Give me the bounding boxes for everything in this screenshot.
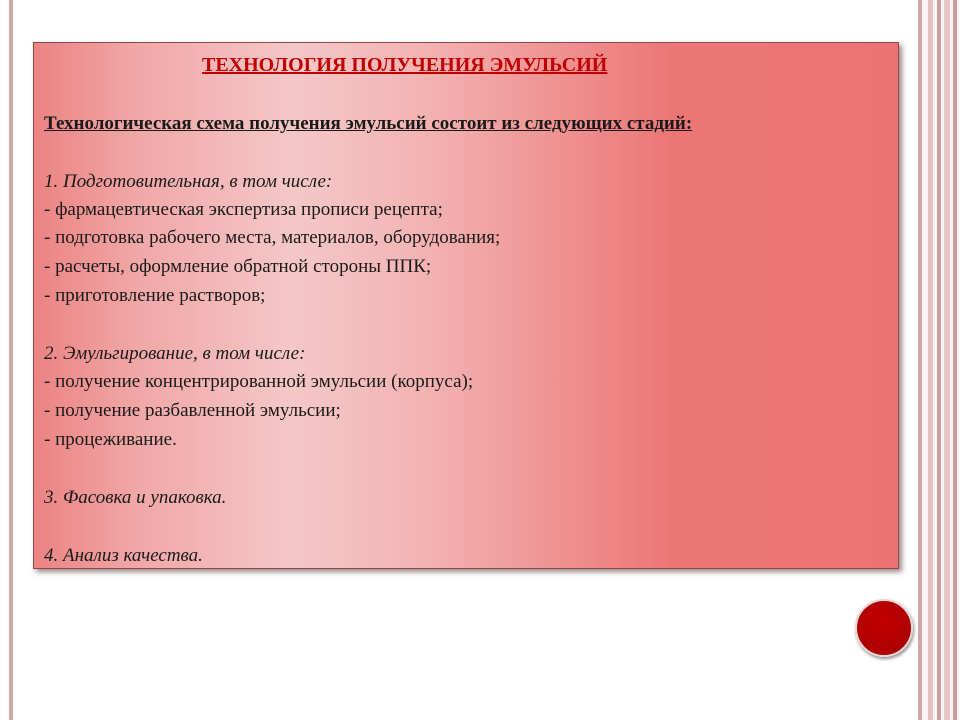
- stage-1-item: - расчеты, оформление обратной стороны ППК;: [44, 256, 432, 277]
- stage-1-item: - приготовление растворов;: [44, 285, 266, 306]
- stage-2-item: - получение концентрированной эмульсии (корпуса);: [44, 371, 474, 392]
- red-circle-decoration: [855, 599, 913, 657]
- band-strip: [953, 0, 957, 720]
- stage-1-item: - фармацевтическая экспертиза прописи рецепта;: [44, 199, 443, 220]
- slide-title: ТЕХНОЛОГИЯ ПОЛУЧЕНИЯ ЭМУЛЬСИЙ: [202, 54, 608, 76]
- stage-4-heading: 4. Анализ качества.: [44, 545, 203, 566]
- stage-1-item: - подготовка рабочего места, материалов, оборудования;: [44, 227, 501, 248]
- stage-2-item: - процеживание.: [44, 429, 177, 450]
- stage-2-item: - получение разбавленной эмульсии;: [44, 400, 341, 421]
- content-text-box: [33, 42, 899, 569]
- stage-3-heading: 3. Фасовка и упаковка.: [44, 487, 227, 508]
- lead-sentence: Технологическая схема получения эмульсий состоит из следующих стадий:: [44, 113, 693, 134]
- band-strip: [937, 0, 941, 720]
- band-strip: [944, 0, 950, 720]
- band-strip: [928, 0, 933, 720]
- stage-2-heading: 2. Эмульгирование, в том числе:: [44, 343, 306, 364]
- decorative-right-band: [922, 0, 960, 720]
- stage-1-heading: 1. Подготовительная, в том числе:: [44, 171, 333, 192]
- slide-frame-left-line: [9, 0, 13, 720]
